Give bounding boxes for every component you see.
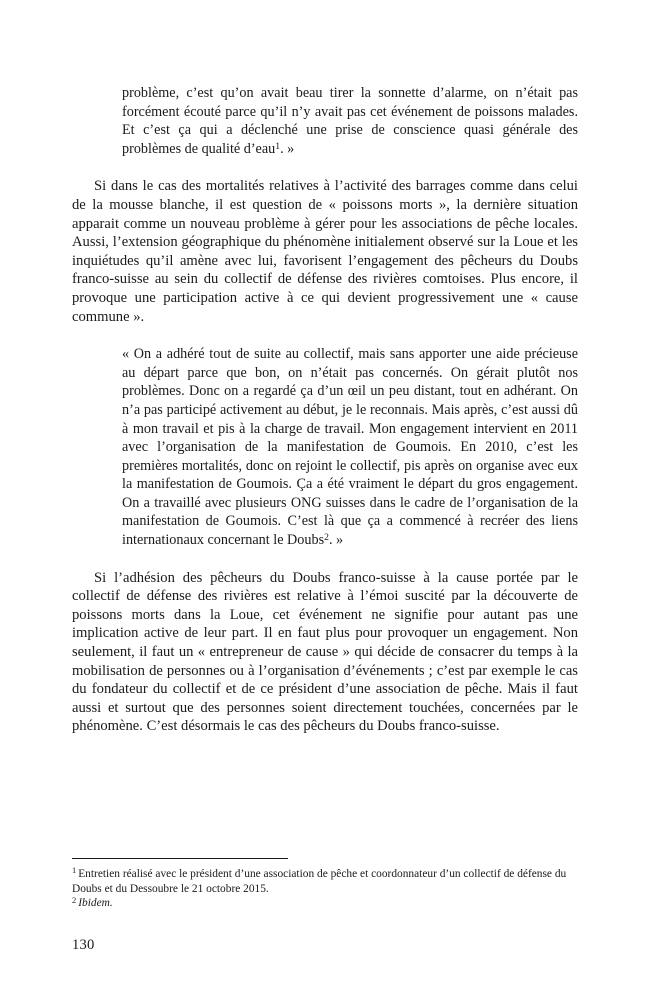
footnote-1 — [72, 867, 578, 896]
block-quote-1-tail: . » — [280, 140, 295, 157]
block-quote-2 — [122, 345, 578, 550]
spacer-after-quote-1 — [72, 158, 578, 177]
spacer-after-quote-2 — [72, 550, 578, 569]
block-quote-2-text: « On a adhéré tout de suite au collectif, mais sans apporter une aide précieuse au départ parce que bon, on n’était pas concernés. On gérait plutôt nos problèmes. Donc on a regardé ça d’un œil un peu distant, tout en adhérant. On n’a pas participé activement au début, je le reconnais. Mais après, c’est aussi dû à mon travail et pis à la charge de travail. Mon engagement intervient en 2011 avec l’organisation de la manifestation de Goumois. En 2010, c’est les premières mortalités, donc on rejoint le collectif, pis après on organise avec eux la manifestation de Goumois. Ça a été vraiment le départ du gros engagement. On a travaillé avec plusieurs ONG suisses dans le cadre de l’organisation de la manifestation de Goumois. C’est là que ça a commencé à recréer des liens internationaux concernant le Doubs — [122, 346, 578, 549]
footnote-reference-2[interactable]: 2 — [324, 532, 329, 544]
footnote-separator-rule — [72, 858, 288, 859]
spacer-before-quote-2 — [72, 326, 578, 345]
block-quote-1 — [122, 84, 578, 158]
block-quote-2-tail: . » — [328, 532, 344, 549]
footnote-2-marker: 2 — [72, 894, 77, 905]
footnote-reference-1[interactable]: 1 — [275, 140, 281, 152]
body-paragraph-1: Si dans le cas des mortalités relatives à l’activité des barrages comme dans celui de la mousse blanche, il est question de « poissons morts », la dernière situation apparait comme un nouveau problème à gérer pour les associations de pêche locales. Aussi, l’extension géographique du phénomène initialement observé sur la Loue et les inquiétudes qu’il amène avec lui, favorisent l’engagement des pêcheurs du Doubs franco-suisse au sein du collectif de défense des rivières comtoises. Plus encore, il provoque une participation active à ce qui devient progressivement une « cause commune ». — [72, 178, 578, 325]
footnote-1-text: Entretien réalisé avec le président d’une association de pêche et coordonnateur d’un collectif de défense du Doubs et du Dessoubre le 21 octobre 2015. — [72, 868, 567, 895]
block-quote-1-text: problème, c’est qu’on avait beau tirer la sonnette d’alarme, on n’était pas forcément écouté parce qu’il n’y avait pas cet événement de poissons malades. Et c’est ça qui a déclenché une prise de conscience quasi générale des problèmes de qualité d’eau — [122, 85, 578, 157]
page-number: 130 — [72, 937, 95, 953]
footnote-area — [72, 858, 578, 911]
footnote-1-marker: 1 — [72, 865, 77, 876]
footnote-2 — [72, 896, 578, 911]
body-paragraph-2: Si l’adhésion des pêcheurs du Doubs franco-suisse à la cause portée par le collectif de défense des rivières est relative à l’émoi suscité par la découverte de poissons morts dans la Loue, cet événement ne signifie pour autant pas une implication active de leur part. Il en faut plus pour provoquer un engagement. Non seulement, il faut un « entrepreneur de cause » qui décide de consacrer du temps à la mobilisation de personnes ou à l’organisation d’événements ; c’est par exemple le cas du fondateur du collectif et de ce président d’une association de pêche. Mais il faut aussi et surtout que des personnes soient directement touchées, concernées par le phénomène. C’est désormais le cas des pêcheurs du Doubs franco-suisse. — [72, 569, 578, 735]
page-content — [72, 84, 578, 736]
footnote-2-text: Ibidem. — [78, 897, 113, 910]
